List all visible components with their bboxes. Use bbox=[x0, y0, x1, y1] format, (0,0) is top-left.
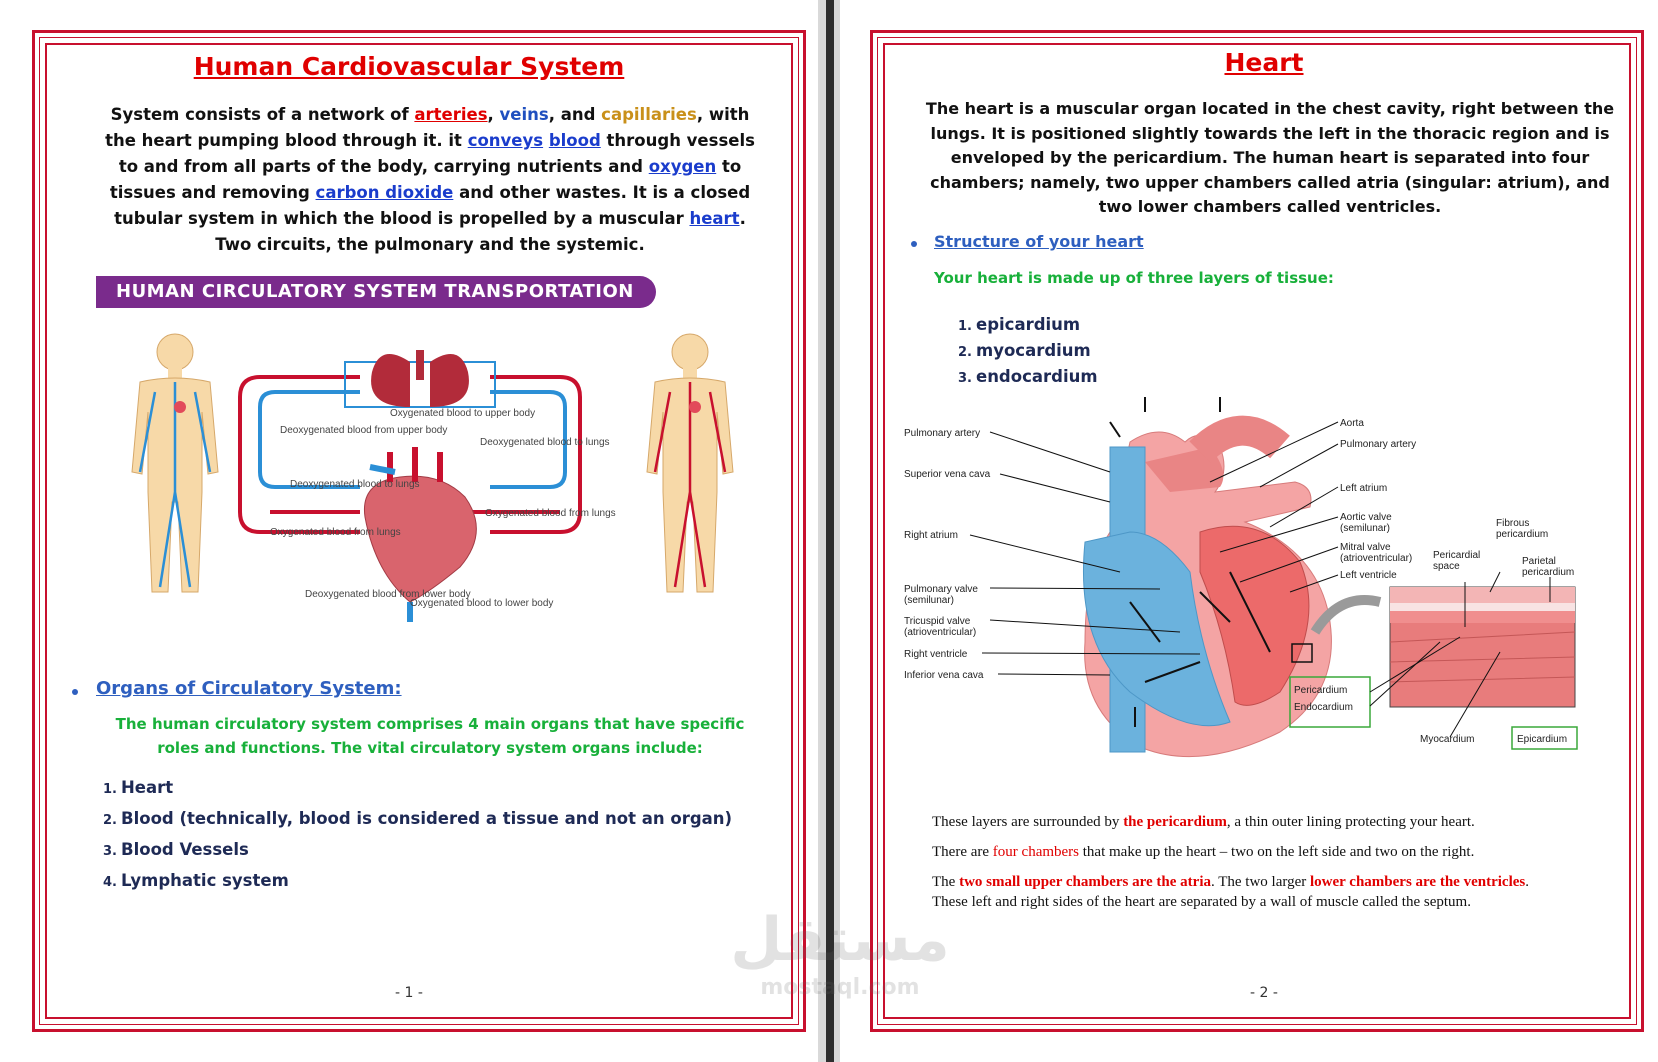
page-number: - 1 - bbox=[395, 985, 423, 1001]
label-tricuspid-valve-sub: (atrioventricular) bbox=[904, 627, 977, 638]
label-aortic-valve-sub: (semilunar) bbox=[1340, 523, 1391, 534]
link-blood[interactable]: blood bbox=[548, 131, 601, 150]
label-deoxy-upper: Deoxygenated blood from upper body bbox=[280, 425, 448, 436]
body-figure-left-icon bbox=[132, 334, 218, 592]
label-pericardial-space: Pericardial bbox=[1433, 550, 1481, 561]
label-pulmonary-artery-right: Pulmonary artery bbox=[1340, 439, 1417, 450]
label-inferior-vena-cava: Inferior vena cava bbox=[904, 670, 984, 681]
page-2 bbox=[840, 22, 1658, 1040]
label-pulmonary-valve-sub: (semilunar) bbox=[904, 595, 955, 606]
label-right-atrium: Right atrium bbox=[904, 530, 958, 541]
label-myocardium: Myocardium bbox=[1420, 734, 1475, 745]
label-aorta: Aorta bbox=[1340, 418, 1364, 429]
layers-intro: Your heart is made up of three layers of tissue: bbox=[934, 269, 1334, 287]
paragraph-chambers: There are four chambers that make up the heart – two on the left side and two on the right. bbox=[932, 844, 1475, 860]
label-deoxy-lower: Deoxygenated blood from lower body bbox=[305, 589, 471, 600]
list-item: 4. Lymphatic system bbox=[103, 871, 289, 890]
heart-intro: The heart is a muscular organ located in the chest cavity, right between the lungs. It is positioned slightly towards the left in the thoracic region and is enveloped by the pericardium. The human heart is separated into four chambers; namely, two upper chambers called atria (singular: atrium), and two lower chambers called ventricles. bbox=[925, 99, 1615, 216]
lungs-icon bbox=[345, 350, 495, 407]
list-item: 3. Blood Vessels bbox=[103, 840, 249, 859]
label-tricuspid-valve: Tricuspid valve bbox=[904, 616, 971, 627]
label-left-ventricle: Left ventricle bbox=[1340, 570, 1397, 581]
label-superior-vena-cava: Superior vena cava bbox=[904, 469, 991, 480]
label-pulmonary-artery-left: Pulmonary artery bbox=[904, 428, 981, 439]
paragraph-pericardium: These layers are surrounded by the pericardium, a thin outer lining protecting your heart. bbox=[932, 814, 1475, 830]
link-carbon-dioxide[interactable]: carbon dioxide bbox=[315, 183, 454, 202]
word-capillaries: capillaries bbox=[601, 105, 697, 124]
label-deoxy-lungs-right: Deoxygenated blood to lungs bbox=[480, 437, 610, 448]
label-aortic-valve: Aortic valve bbox=[1340, 512, 1392, 523]
section-banner: HUMAN CIRCULATORY SYSTEM TRANSPORTATION bbox=[96, 276, 656, 308]
organs-list bbox=[103, 778, 732, 902]
link-arteries[interactable]: arteries bbox=[414, 105, 488, 124]
word-veins: veins bbox=[499, 105, 549, 124]
label-pericardium: Pericardium bbox=[1294, 685, 1348, 696]
page-number: - 2 - bbox=[1250, 985, 1278, 1001]
list-item: 1. Heart bbox=[103, 778, 174, 797]
list-item: 3. endocardium bbox=[958, 367, 1098, 386]
bullet-icon bbox=[72, 689, 78, 695]
label-fibrous-pericardium: Fibrous bbox=[1496, 518, 1530, 529]
page-divider bbox=[826, 0, 834, 1062]
intro-paragraph: System consists of a network of arteries, veins, and capillaries, with the heart pumping blood through it. it conveys blood through vessels to and from all parts of the body, carrying nutrients and oxygen to tissues and removing carbon dioxide and other wastes. It is a closed tubular system in which the blood is propelled by a muscular heart. Two circuits, the pulmonary and the systemic. bbox=[105, 105, 755, 254]
label-right-ventricle: Right ventricle bbox=[904, 649, 968, 660]
label-endocardium: Endocardium bbox=[1294, 702, 1353, 713]
label-fibrous-pericardium-sub: pericardium bbox=[1496, 529, 1549, 540]
label-mitral-valve: Mitral valve bbox=[1340, 542, 1391, 553]
label-left-atrium: Left atrium bbox=[1340, 483, 1388, 494]
bullet-icon bbox=[911, 241, 917, 247]
body-figure-right-icon bbox=[647, 334, 733, 592]
label-deoxy-lungs-left: Deoxygenated blood to lungs bbox=[290, 479, 420, 490]
label-pulmonary-valve: Pulmonary valve bbox=[904, 584, 978, 595]
circulatory-diagram bbox=[110, 322, 750, 642]
label-parietal-pericardium: Parietal bbox=[1522, 556, 1556, 567]
paragraph-atria-ventricles: The two small upper chambers are the atria. The two larger lower chambers are the ventricles. These left and right sides of the heart are separated by a wall of muscle called the septum. bbox=[932, 874, 1529, 910]
list-item: 1. epicardium bbox=[958, 315, 1081, 334]
list-item: 2. myocardium bbox=[958, 341, 1091, 360]
watermark-logo: مستقل mostaql.com bbox=[730, 905, 950, 1000]
link-conveys[interactable]: conveys bbox=[467, 131, 544, 150]
page-title: Human Cardiovascular System bbox=[193, 52, 625, 81]
label-oxy-lungs-right: Oxygenated blood from lungs bbox=[485, 508, 616, 519]
label-epicardium: Epicardium bbox=[1517, 734, 1568, 745]
link-heart[interactable]: heart bbox=[689, 209, 740, 228]
heart-anatomy-diagram bbox=[900, 392, 1610, 772]
list-item: 2. Blood (technically, blood is considered a tissue and not an organ) bbox=[103, 809, 733, 828]
label-mitral-valve-sub: (atrioventricular) bbox=[1340, 553, 1413, 564]
layers-list bbox=[958, 315, 1098, 393]
label-oxy-lungs-left: Oxygenated blood from lungs bbox=[270, 527, 401, 538]
label-parietal-pericardium-sub: pericardium bbox=[1522, 567, 1575, 578]
page-1 bbox=[0, 22, 818, 1040]
page-title: Heart bbox=[1224, 48, 1304, 77]
organs-heading: Organs of Circulatory System: bbox=[96, 678, 402, 699]
organs-intro: The human circulatory system comprises 4 main organs that have specific roles and functions. The vital circulatory system organs include: bbox=[115, 715, 745, 757]
link-oxygen[interactable]: oxygen bbox=[648, 157, 717, 176]
structure-heading: Structure of your heart bbox=[934, 232, 1144, 251]
label-pericardial-space-sub: space bbox=[1433, 561, 1460, 572]
label-oxy-upper: Oxygenated blood to upper body bbox=[390, 408, 536, 419]
label-oxy-lower: Oxygenated blood to lower body bbox=[410, 598, 554, 609]
